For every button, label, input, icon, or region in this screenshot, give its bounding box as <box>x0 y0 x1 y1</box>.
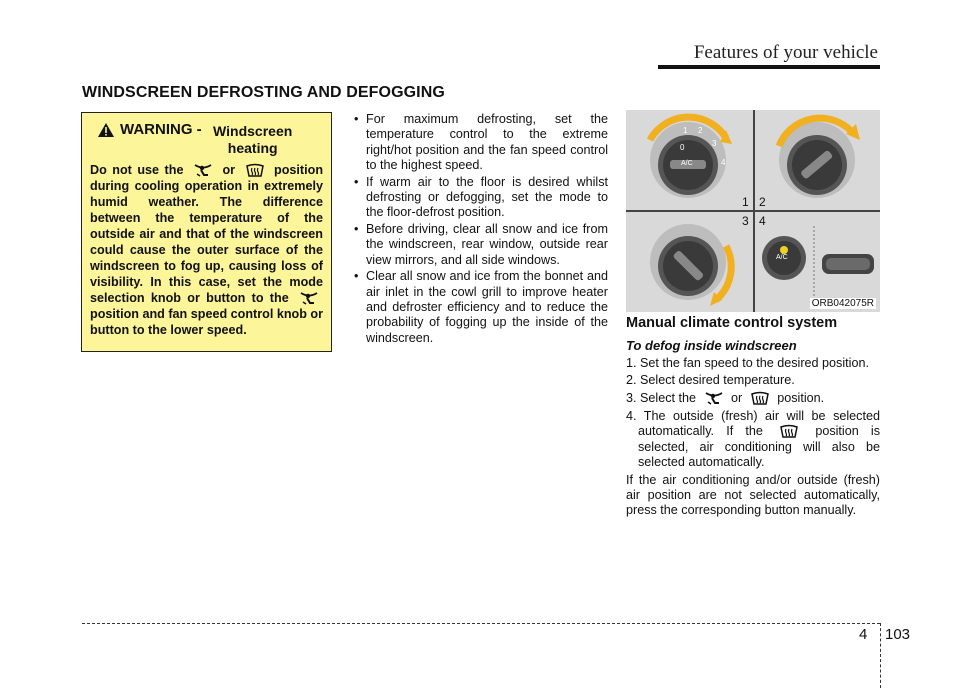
ac-label: A/C <box>681 160 693 167</box>
list-item: • If warm air to the floor is desired whilst defrosting or defogging, set the mode to the floor-defrost position. <box>354 175 608 221</box>
chapter-number: 4 <box>859 626 868 643</box>
step-3-text-or: or <box>731 391 743 406</box>
step-1: 1. Set the fan speed to the desired position. <box>626 355 869 370</box>
defrost-icon <box>245 163 265 177</box>
warning-text-2: position during cooling operation in extremely humid weather. The difference between the temperature of the outside air and that of the windscreen could cause the outer surface of the windscreen to fog up, causing loss of visibility. In this case, set the mode selection knob or button to the <box>90 163 324 305</box>
fan-mark-label: 2 <box>698 126 703 135</box>
warning-subtitle: Windscreen heating <box>213 123 293 156</box>
fan-mark-label: 4 <box>721 158 726 167</box>
footer-rule <box>82 623 880 624</box>
warning-triangle-icon <box>98 123 114 137</box>
warning-text-or: or <box>222 163 236 177</box>
step-4 <box>626 409 880 470</box>
step-3-text-a: 3. Select the <box>626 391 697 406</box>
defrost-tips-list <box>354 112 608 347</box>
list-item: • For maximum defrosting, set the temperature control to the extreme right/hot position and the fan speed control to the highest speed. <box>354 112 608 173</box>
warning-text <box>90 162 323 338</box>
panel-label-4: 4 <box>759 214 766 228</box>
panel-label-2: 2 <box>759 195 766 209</box>
page-number: 103 <box>885 626 911 643</box>
figure-divider-horizontal <box>626 210 880 212</box>
step-4-text-b: position is selected, air conditioning will also be selected automatically. <box>638 424 880 469</box>
floor-defrost-icon <box>704 391 724 405</box>
step-2: 2. Select desired temperature. <box>626 373 795 388</box>
warning-text-1: Do not use the <box>90 163 184 177</box>
fan-mark-label: 0 <box>680 143 685 152</box>
defrost-icon <box>779 424 799 438</box>
ac-button-label: A/C <box>776 254 788 261</box>
floor-defrost-icon <box>193 163 213 177</box>
step-4-text-a: 4. The outside (fresh) air will be selected automatically. If the <box>626 408 880 439</box>
warning-label: WARNING - <box>120 121 202 138</box>
warning-header <box>98 121 323 157</box>
defog-subtitle: To defog inside windscreen <box>626 338 797 354</box>
fan-mark-label: 3 <box>712 139 717 148</box>
warning-text-3: position and fan speed control knob or button to the lower speed. <box>90 307 323 337</box>
manual-climate-title: Manual climate control system <box>626 315 838 331</box>
figure-code: ORB042075R <box>811 298 874 309</box>
step-3 <box>626 391 880 406</box>
climate-control-figure <box>626 110 880 312</box>
defrost-icon <box>750 391 770 405</box>
warning-box <box>81 112 332 352</box>
manual-note: If the air conditioning and/or outside (fresh) air position are not selected automatically, press the corresponding button manually. <box>626 472 880 518</box>
floor-defrost-icon <box>299 291 319 305</box>
manual-climate-section <box>626 316 880 519</box>
panel-label-3: 3 <box>742 214 749 228</box>
fan-mark-label: 1 <box>683 126 688 135</box>
step-3-text-b: position. <box>777 391 825 406</box>
footer-divider <box>880 623 881 688</box>
panel-label-1: 1 <box>742 195 749 209</box>
section-title: WINDSCREEN DEFROSTING AND DEFOGGING <box>82 84 445 101</box>
defog-steps-list <box>626 356 880 471</box>
header-rule <box>658 65 880 69</box>
list-item: • Clear all snow and ice from the bonnet and air inlet in the cowl grill to improve heater and defroster efficiency and to reduce the probability of fogging up the inside of the windscreen. <box>354 269 608 345</box>
list-item: • Before driving, clear all snow and ice from the windscreen, rear window, outside rear view mirrors, and all side windows. <box>354 222 608 268</box>
chapter-header: Features of your vehicle <box>693 42 878 63</box>
